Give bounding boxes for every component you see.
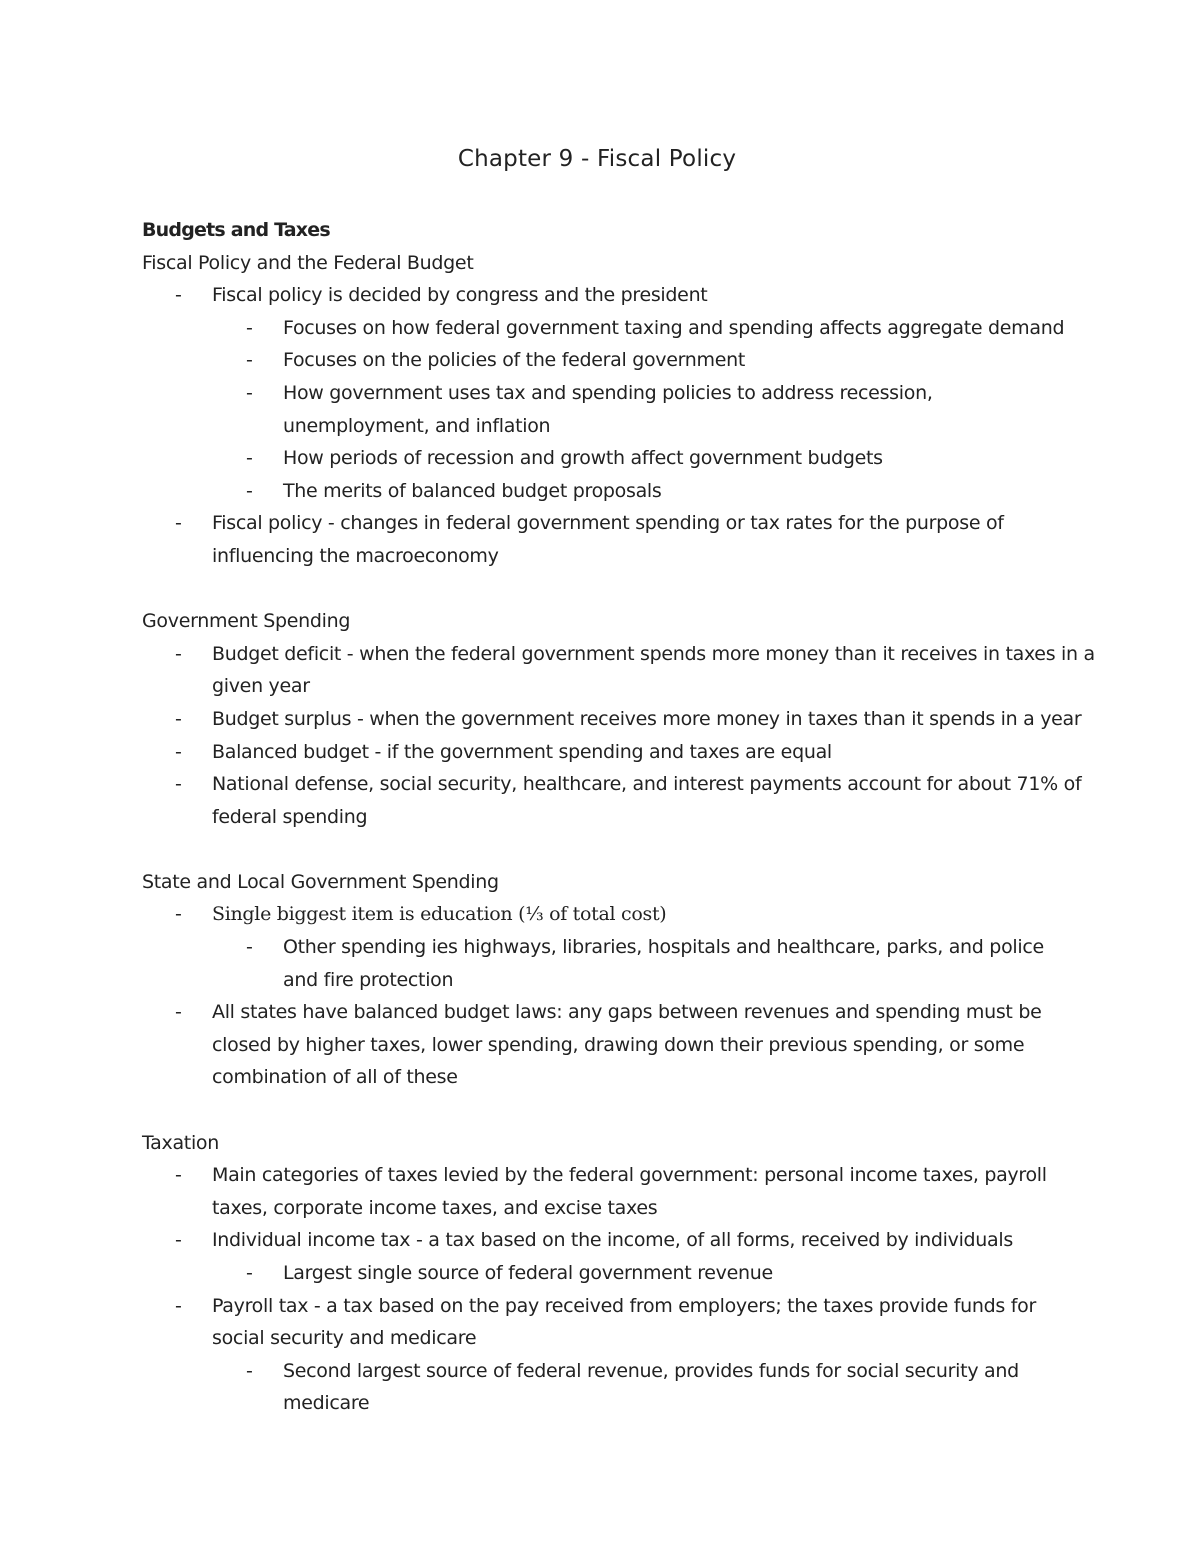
list-item: - The merits of balanced budget proposals [142, 475, 1142, 508]
list-item: - Balanced budget - if the government spending and taxes are equal [142, 736, 1142, 769]
list-item: - Budget surplus - when the government receives more money in taxes than it spends in a year [142, 703, 1135, 736]
bullet-dash: - [246, 316, 253, 339]
spacer [142, 1094, 1142, 1127]
section-subheading: Taxation [142, 1131, 219, 1154]
list-item: - Payroll tax - a tax based on the pay received from employers; the taxes provide funds for social security and medicare [142, 1290, 1075, 1355]
bullet-dash: - [175, 903, 182, 926]
bullet-dash: - [175, 1229, 182, 1252]
bullet-dash: - [246, 1359, 253, 1382]
bullet-dash: - [175, 740, 182, 763]
list-item: - Second largest source of federal revenue, provides funds for social security and medicare [142, 1355, 1046, 1420]
bullet-dash: - [175, 284, 182, 307]
list-item: - Budget deficit - when the federal government spends more money than it receives in taxes in a given year [142, 638, 1095, 703]
spacer [142, 833, 1142, 866]
list-item: - Focuses on the policies of the federal government [142, 344, 1142, 377]
list-item: - Single biggest item is education (⅓ of total cost) [142, 898, 1142, 931]
list-item: - Largest single source of federal government revenue [142, 1257, 1142, 1290]
list-item: - How periods of recession and growth affect government budgets [142, 442, 1142, 475]
list-item: - How government uses tax and spending policies to address recession, unemployment, and inflation [142, 377, 1026, 442]
bullet-dash: - [246, 936, 253, 959]
list-item: - Fiscal policy - changes in federal government spending or tax rates for the purpose of influencing the macroeconomy [142, 507, 1025, 572]
bullet-dash: - [175, 642, 182, 665]
page-title: Chapter 9 - Fiscal Policy [457, 146, 737, 172]
list-item: - Individual income tax - a tax based on the income, of all forms, received by individuals [142, 1224, 1142, 1257]
bullet-dash: - [175, 1294, 182, 1317]
bullet-dash: - [175, 512, 182, 535]
bullet-dash: - [246, 447, 253, 470]
section-subheading: Fiscal Policy and the Federal Budget [142, 251, 474, 274]
bullet-dash: - [246, 1262, 253, 1284]
spacer [142, 573, 1142, 606]
bullet-dash: - [175, 1164, 182, 1187]
list-item: - Fiscal policy is decided by congress and the president [142, 279, 1142, 312]
bullet-dash: - [175, 1001, 182, 1024]
list-item: - Other spending ies highways, libraries, hospitals and healthcare, parks, and police and fire protection [142, 931, 1076, 996]
section-subheading: State and Local Government Spending [142, 870, 499, 893]
list-item: - Focuses on how federal government taxing and spending affects aggregate demand [142, 312, 1142, 345]
section-subheading: Government Spending [142, 610, 351, 633]
bullet-dash: - [175, 707, 182, 730]
list-item: - All states have balanced budget laws: any gaps between revenues and spending must be closed by higher taxes, lower spending, drawing down their previous spending, or some combination of all of these [142, 996, 1085, 1094]
document-body [142, 214, 1142, 1420]
bullet-dash: - [246, 381, 253, 404]
bullet-dash: - [246, 479, 253, 502]
list-item: - National defense, social security, healthcare, and interest payments account for about 71% of federal spending [142, 768, 1100, 833]
bullet-dash: - [175, 773, 182, 796]
bullet-dash: - [246, 349, 253, 372]
list-item: - Main categories of taxes levied by the federal government: personal income taxes, payroll taxes, corporate income taxes, and excise taxes [142, 1159, 1090, 1224]
section-heading: Budgets and Taxes [142, 219, 330, 241]
